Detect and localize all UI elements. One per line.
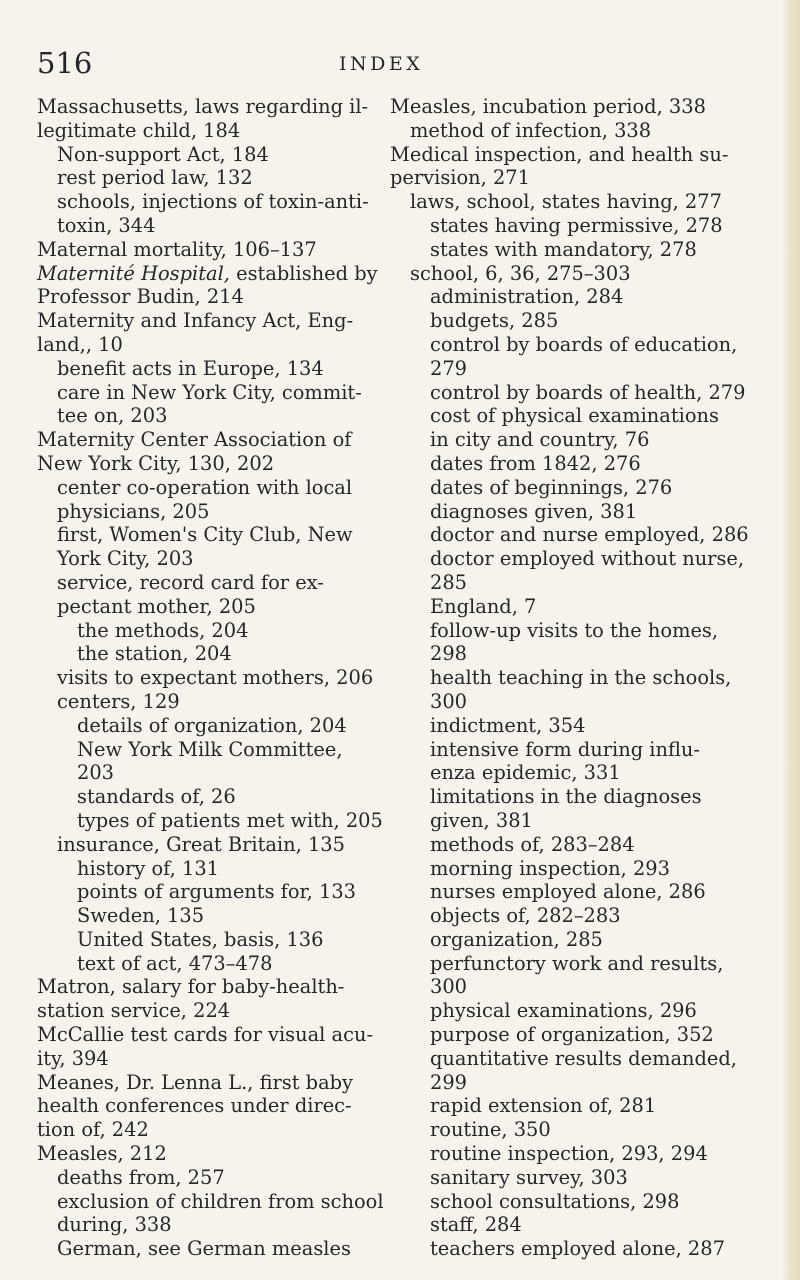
index-entry — [390, 857, 730, 881]
index-entry-line: tion of, 242 — [37, 1118, 149, 1142]
index-entry-line: toxin, 344 — [57, 213, 156, 237]
index-entry-line: types of patients met with, 205 — [77, 808, 383, 832]
index-entry-line: states having permissive, 278 — [430, 213, 723, 237]
index-entry-line: 300 — [430, 975, 468, 999]
index-entry-line: rapid extension of, 281 — [430, 1094, 657, 1118]
index-entry-line: health teaching in the schools, — [430, 666, 732, 690]
index-entry-line: in city and country, 76 — [430, 428, 650, 452]
index-entry-line: administration, 284 — [430, 285, 624, 309]
index-entry-line: doctor employed without nurse, — [430, 547, 745, 571]
index-entry-line: physical examinations, 296 — [430, 999, 697, 1023]
index-entry-line: Maternity Center Association of — [37, 428, 352, 452]
index-entry — [390, 595, 730, 619]
index-column-right — [390, 95, 749, 1261]
index-entry — [390, 952, 730, 1000]
index-entry-line: text of act, 473–478 — [77, 951, 273, 975]
index-entry-line: Non-support Act, 184 — [57, 142, 269, 166]
index-entry-line: Sweden, 135 — [77, 904, 205, 928]
index-entry — [390, 1190, 730, 1214]
index-entry-line: points of arguments for, 133 — [77, 880, 357, 904]
index-entry-line: ity, 394 — [37, 1046, 109, 1070]
index-entry — [390, 833, 730, 857]
index-entry — [390, 738, 730, 786]
index-entry-line: service, record card for ex- — [57, 570, 324, 594]
index-entry-line: 300 — [430, 689, 468, 713]
index-entry-line: schools, injections of toxin-anti- — [57, 190, 369, 214]
index-entry-line: perfunctory work and results, — [430, 951, 724, 975]
index-entry — [390, 380, 746, 405]
index-entry-line: station service, 224 — [37, 999, 231, 1023]
index-entry-line: control by boards of education, — [430, 332, 738, 356]
index-entry — [37, 1071, 377, 1142]
index-entry — [390, 1142, 730, 1166]
index-entry — [37, 476, 377, 524]
index-entry-line: methods of, 283–284 — [430, 832, 635, 856]
index-entry — [390, 523, 749, 547]
running-head: INDEX — [339, 53, 424, 75]
index-entry-line: Professor Budin, 214 — [37, 285, 244, 309]
index-entry — [37, 309, 377, 357]
index-entry-line: 298 — [430, 642, 468, 666]
index-entry — [390, 262, 730, 286]
index-entry-line: Massachusetts, laws regarding il- — [37, 95, 369, 118]
index-entry — [390, 95, 730, 119]
index-entry — [390, 119, 730, 143]
index-entry-line: care in New York City, commit- — [57, 380, 362, 404]
index-entry — [390, 285, 730, 309]
index-entry-line: nurses employed alone, 286 — [430, 880, 706, 904]
index-entry — [37, 642, 377, 666]
index-entry — [390, 714, 730, 738]
index-entry — [37, 428, 377, 476]
index-entry-line: first, Women's City Club, New — [57, 523, 353, 547]
index-entry-line: New York City, 130, 202 — [37, 451, 275, 475]
index-entry — [390, 880, 730, 904]
index-entry-line: pervision, 271 — [390, 166, 530, 190]
index-entry-line: pectant mother, 205 — [57, 594, 256, 618]
index-entry — [37, 714, 377, 738]
index-entry-line: Maternité Hospital, established by — [37, 261, 378, 285]
index-entry-line: cost of physical examinations — [430, 404, 719, 428]
index-entry-line: tee on, 203 — [57, 404, 168, 428]
index-entry — [37, 523, 377, 571]
index-entry-line: the methods, 204 — [77, 618, 249, 642]
index-entry — [37, 1189, 384, 1238]
index-entry — [390, 1166, 730, 1190]
index-entry-line: morning inspection, 293 — [430, 856, 670, 880]
index-entry-line: limitations in the diagnoses — [430, 785, 702, 809]
index-entry-line: staff, 284 — [430, 1213, 522, 1237]
index-entry — [390, 500, 730, 524]
index-entry — [37, 238, 377, 262]
index-entry-line: physicians, 205 — [57, 499, 210, 523]
index-entry-line: England, 7 — [430, 594, 537, 618]
index-entry-line: deaths from, 257 — [57, 1165, 225, 1189]
index-entry — [390, 214, 730, 238]
index-entry-line: Maternal mortality, 106–137 — [37, 237, 317, 261]
index-entry — [390, 309, 730, 333]
index-entry-line: rest period law, 132 — [57, 166, 253, 190]
index-entry — [37, 1166, 377, 1190]
index-entry-line: during, 338 — [57, 1213, 172, 1237]
index-entry — [37, 738, 377, 786]
page-edge-shadow — [782, 0, 800, 1280]
index-entry — [390, 1118, 730, 1142]
index-entry — [390, 547, 745, 595]
index-entry — [37, 190, 377, 238]
index-entry — [37, 690, 377, 714]
index-entry-line: school consultations, 298 — [430, 1189, 680, 1213]
index-entry-line: Measles, 212 — [37, 1142, 167, 1166]
index-entry-line: insurance, Great Britain, 135 — [57, 832, 345, 856]
index-entry-line: the station, 204 — [77, 642, 232, 666]
index-entry — [390, 1023, 730, 1047]
index-entry-line: exclusion of children from school — [57, 1189, 384, 1213]
index-entry — [390, 1094, 730, 1118]
index-entry-line: routine inspection, 293, 294 — [430, 1142, 708, 1166]
index-entry — [37, 357, 377, 381]
index-entry-line: Matron, salary for baby-health- — [37, 975, 345, 999]
index-entry-line: control by boards of health, 279 — [430, 380, 746, 404]
index-entry-line: diagnoses given, 381 — [430, 499, 638, 523]
index-entry — [37, 166, 377, 190]
index-entry — [37, 975, 377, 1023]
index-entry-line: center co-operation with local — [57, 475, 353, 499]
index-entry-line: visits to expectant mothers, 206 — [57, 666, 374, 690]
index-entry-line: given, 381 — [430, 808, 533, 832]
index-entry — [37, 880, 377, 904]
index-entry — [390, 404, 730, 452]
index-entry — [390, 238, 730, 262]
index-entry — [390, 904, 730, 928]
page-header — [37, 46, 727, 86]
index-entry-line: enza epidemic, 331 — [430, 761, 621, 785]
index-entry — [390, 785, 730, 833]
index-entry — [390, 666, 730, 714]
index-entry-line: budgets, 285 — [430, 309, 559, 333]
index-entry-line: benefit acts in Europe, 134 — [57, 356, 324, 380]
index-entry-line: 299 — [430, 1070, 468, 1094]
index-entry-line: history of, 131 — [77, 856, 219, 880]
index-entry — [37, 904, 377, 928]
index-entry — [37, 1142, 377, 1166]
index-entry-line: dates from 1842, 276 — [430, 451, 641, 475]
index-entry-line: doctor and nurse employed, 286 — [430, 523, 749, 547]
index-entry — [390, 928, 730, 952]
index-entry-line: states with mandatory, 278 — [430, 237, 697, 261]
index-entry-line: Maternity and Infancy Act, Eng- — [37, 309, 354, 333]
index-entry — [390, 999, 730, 1023]
index-entry-line: centers, 129 — [57, 689, 180, 713]
index-entry-line: details of organization, 204 — [77, 713, 347, 737]
index-entry-line: method of infection, 338 — [410, 118, 652, 142]
index-entry-line: intensive form during influ- — [430, 737, 700, 761]
index-entry — [37, 143, 377, 167]
index-entry — [37, 928, 377, 952]
index-entry — [390, 190, 730, 214]
index-entry — [390, 143, 730, 191]
index-entry — [37, 857, 377, 881]
index-entry-line: Medical inspection, and health su- — [390, 142, 729, 166]
index-entry-line: 285 — [430, 570, 468, 594]
index-entry — [37, 1237, 377, 1261]
index-entry-line: organization, 285 — [430, 927, 603, 951]
index-entry — [37, 833, 377, 857]
index-entry-line: standards of, 26 — [77, 785, 236, 809]
index-entry-line: land,, 10 — [37, 332, 123, 356]
index-entry-line: Meanes, Dr. Lenna L., first baby — [37, 1070, 354, 1094]
index-entry — [37, 666, 377, 690]
index-entry — [390, 452, 730, 476]
index-entry-line: school, 6, 36, 275–303 — [410, 261, 631, 285]
index-entry-line: German, see German measles — [57, 1237, 351, 1261]
index-entry — [390, 1237, 730, 1261]
page-number: 516 — [37, 46, 93, 80]
index-entry-line: quantitative results demanded, — [430, 1046, 737, 1070]
index-entry-line: dates of beginnings, 276 — [430, 475, 673, 499]
index-entry-line: Measles, incubation period, 338 — [390, 95, 706, 118]
index-entry-line: purpose of organization, 352 — [430, 1023, 714, 1047]
index-entry — [390, 476, 730, 500]
index-entry-line: New York Milk Committee, — [77, 737, 343, 761]
index-entry — [37, 808, 383, 833]
index-entry-line: objects of, 282–283 — [430, 904, 621, 928]
index-entry — [37, 952, 377, 976]
index-entry-line: indictment, 354 — [430, 713, 586, 737]
index-entry-line: 279 — [430, 356, 468, 380]
index-entry-line: legitimate child, 184 — [37, 118, 241, 142]
index-entry-line: York City, 203 — [57, 547, 194, 571]
index-entry-line: laws, school, states having, 277 — [410, 190, 722, 214]
index-entry-line: teachers employed alone, 287 — [430, 1237, 725, 1261]
index-entry-line: follow-up visits to the homes, — [430, 618, 719, 642]
index-entry — [390, 1046, 737, 1095]
index-entry-line: McCallie test cards for visual acu- — [37, 1023, 374, 1047]
index-entry — [390, 619, 730, 667]
index-entry-line: health conferences under direc- — [37, 1094, 352, 1118]
index-entry — [37, 619, 377, 643]
index-column-left — [37, 95, 384, 1261]
index-entry — [390, 1213, 730, 1237]
index-entry — [390, 332, 738, 381]
index-entry-line: United States, basis, 136 — [77, 927, 324, 951]
index-entry — [37, 262, 377, 310]
index-entry — [37, 785, 377, 809]
index-entry-line: routine, 350 — [430, 1118, 551, 1142]
index-entry-line: sanitary survey, 303 — [430, 1165, 628, 1189]
index-entry — [37, 95, 377, 143]
index-entry — [37, 1023, 377, 1071]
index-entry — [37, 381, 377, 429]
index-entry — [37, 571, 377, 619]
index-entry-line: 203 — [77, 761, 115, 785]
